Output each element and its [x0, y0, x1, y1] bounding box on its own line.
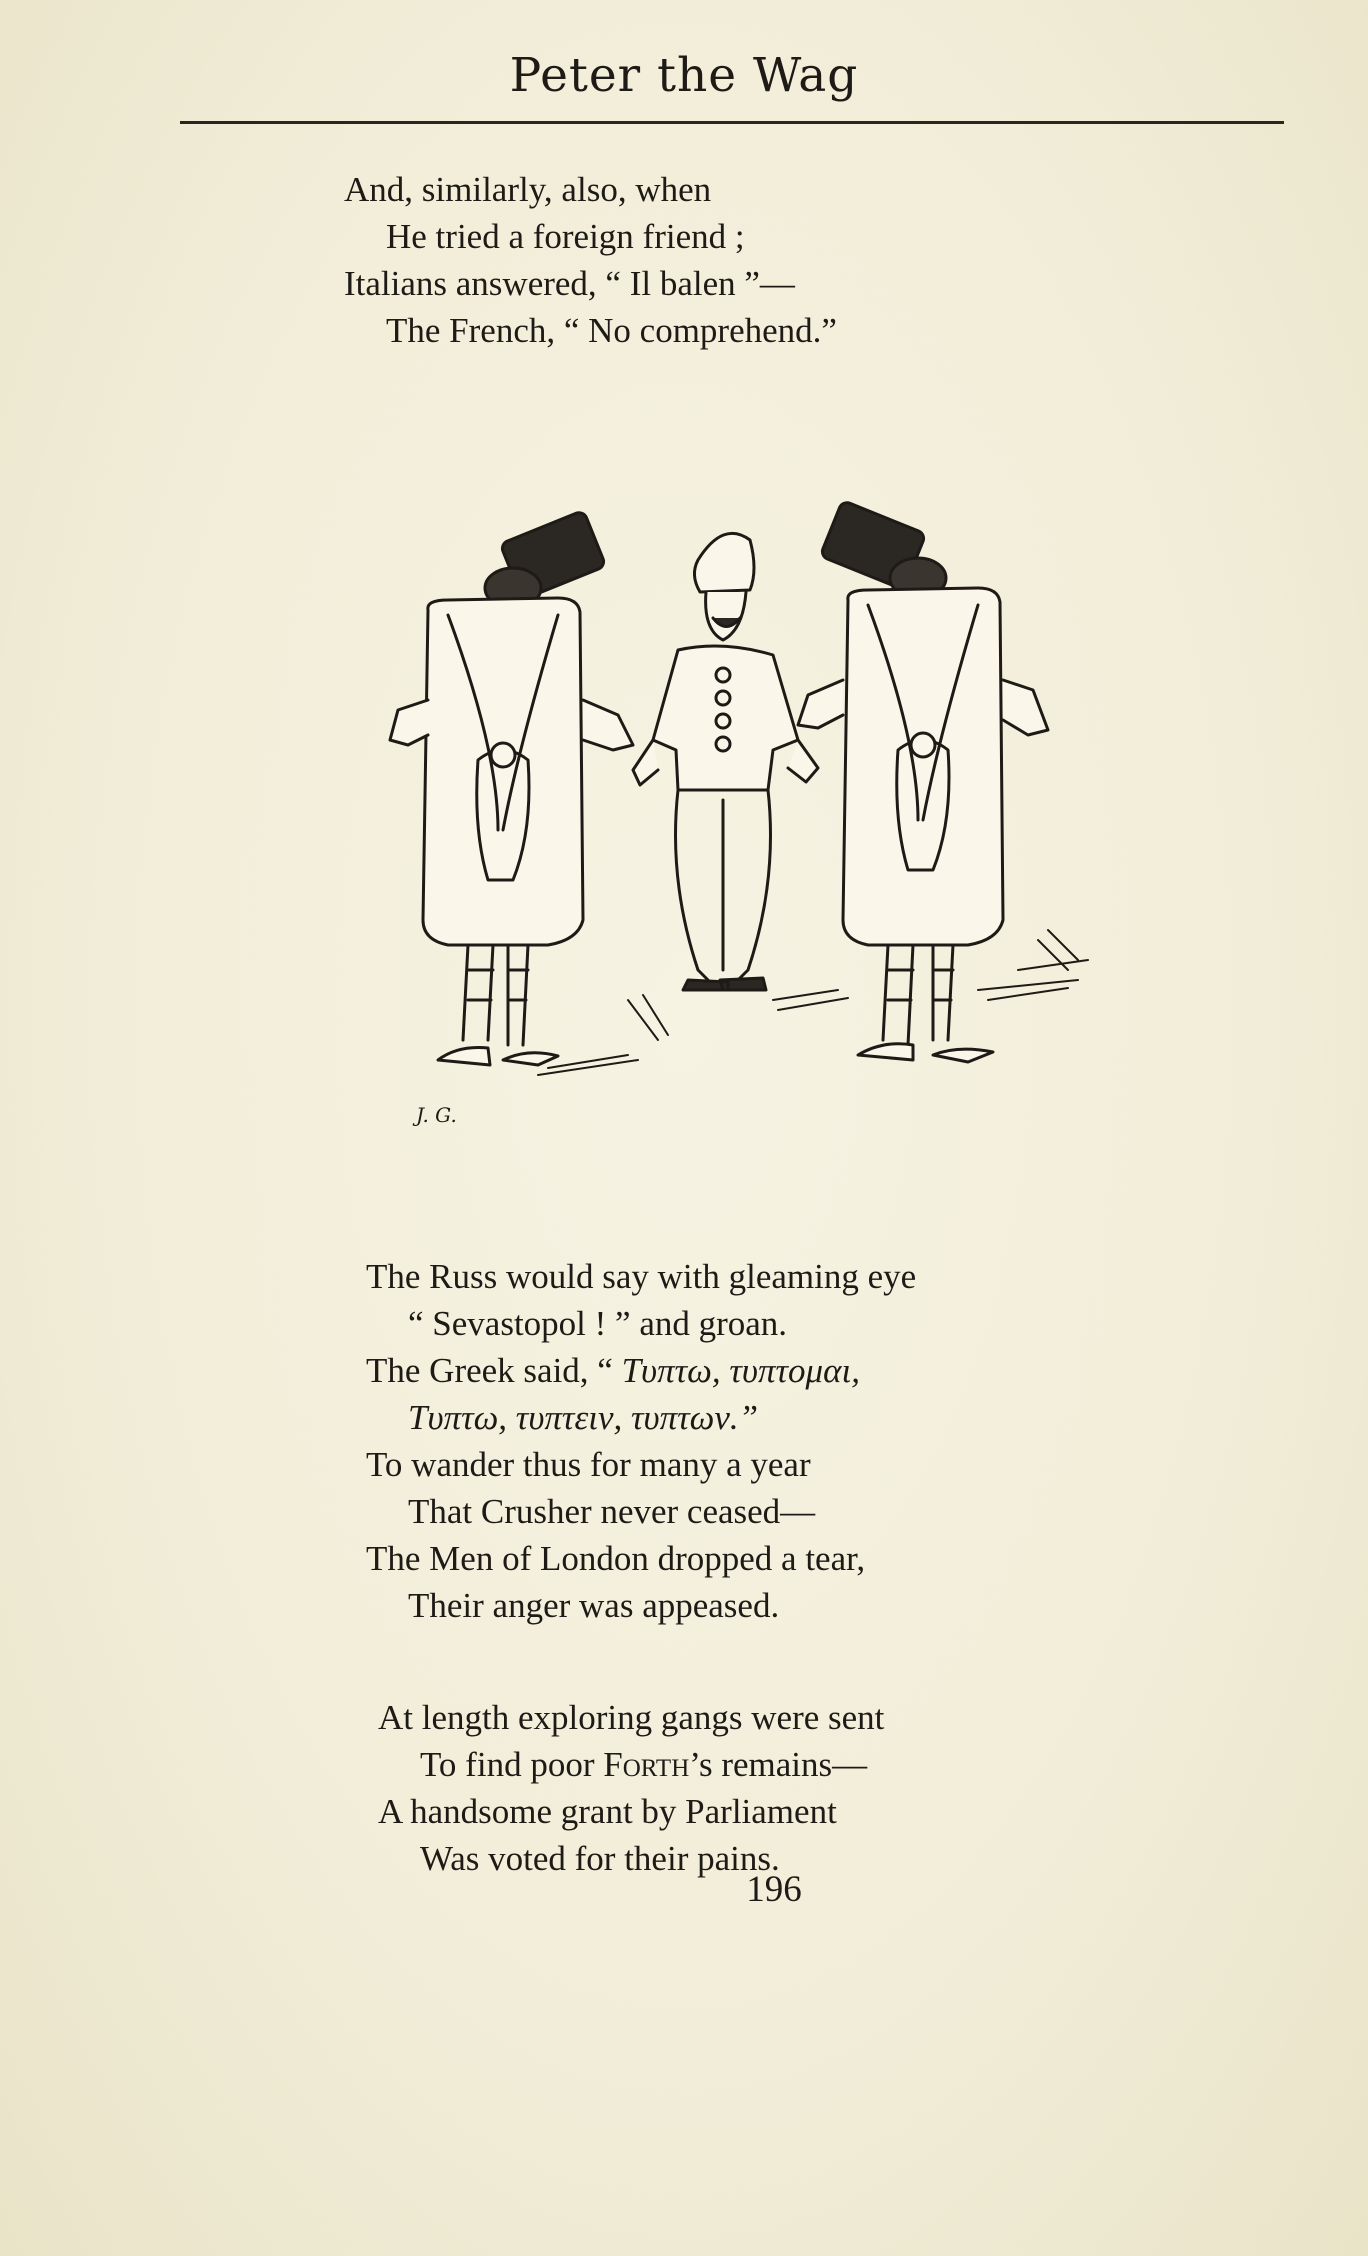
- verse-line: [366, 1347, 916, 1394]
- illustrator-signature: J. G.: [416, 1103, 457, 1127]
- ground-hatching: [538, 930, 1088, 1075]
- verse-line: And, similarly, also, when: [344, 170, 712, 209]
- verse-line: He tried a foreign friend ;: [386, 217, 745, 256]
- page-number: 196: [746, 1869, 802, 1910]
- page-title: Peter the Wag: [509, 48, 859, 103]
- verse-line: Τυπτω, τυπτειν, τυπτων.”: [408, 1398, 759, 1437]
- stanza-2: [366, 1253, 916, 1629]
- middle-figure: [633, 533, 818, 990]
- verse-line: Italians answered, “ Il balen ”—: [344, 264, 795, 303]
- stanza-1: [344, 166, 837, 354]
- verse-text: To find poor: [420, 1745, 604, 1784]
- verse-line: A handsome grant by Parliament: [378, 1792, 837, 1831]
- verse-line: That Crusher never ceased—: [408, 1492, 816, 1531]
- greek-text: Τυπτω, τυπτομαι,: [621, 1351, 860, 1390]
- name-text: Forth: [603, 1745, 690, 1784]
- verse-line: At length exploring gangs were sent: [378, 1698, 885, 1737]
- verse-line: Was voted for their pains.: [420, 1839, 780, 1878]
- verse-line: To wander thus for many a year: [366, 1445, 811, 1484]
- verse-line: The French, “ No comprehend.”: [386, 311, 837, 350]
- verse-line: Their anger was appeased.: [408, 1586, 780, 1625]
- right-figure: [798, 500, 1048, 1062]
- header-rule: [180, 121, 1284, 124]
- verse-text: ’s remains—: [689, 1745, 868, 1784]
- stanza-3: [378, 1694, 884, 1882]
- verse-line: The Men of London dropped a tear,: [366, 1539, 866, 1578]
- verse-line: [378, 1741, 884, 1788]
- verse-line: The Russ would say with gleaming eye: [366, 1257, 917, 1296]
- verse-text: The Greek said, “: [366, 1351, 622, 1390]
- illustration: [378, 500, 1108, 1140]
- verse-line: “ Sevastopol ! ” and groan.: [408, 1304, 788, 1343]
- left-figure: [390, 510, 633, 1065]
